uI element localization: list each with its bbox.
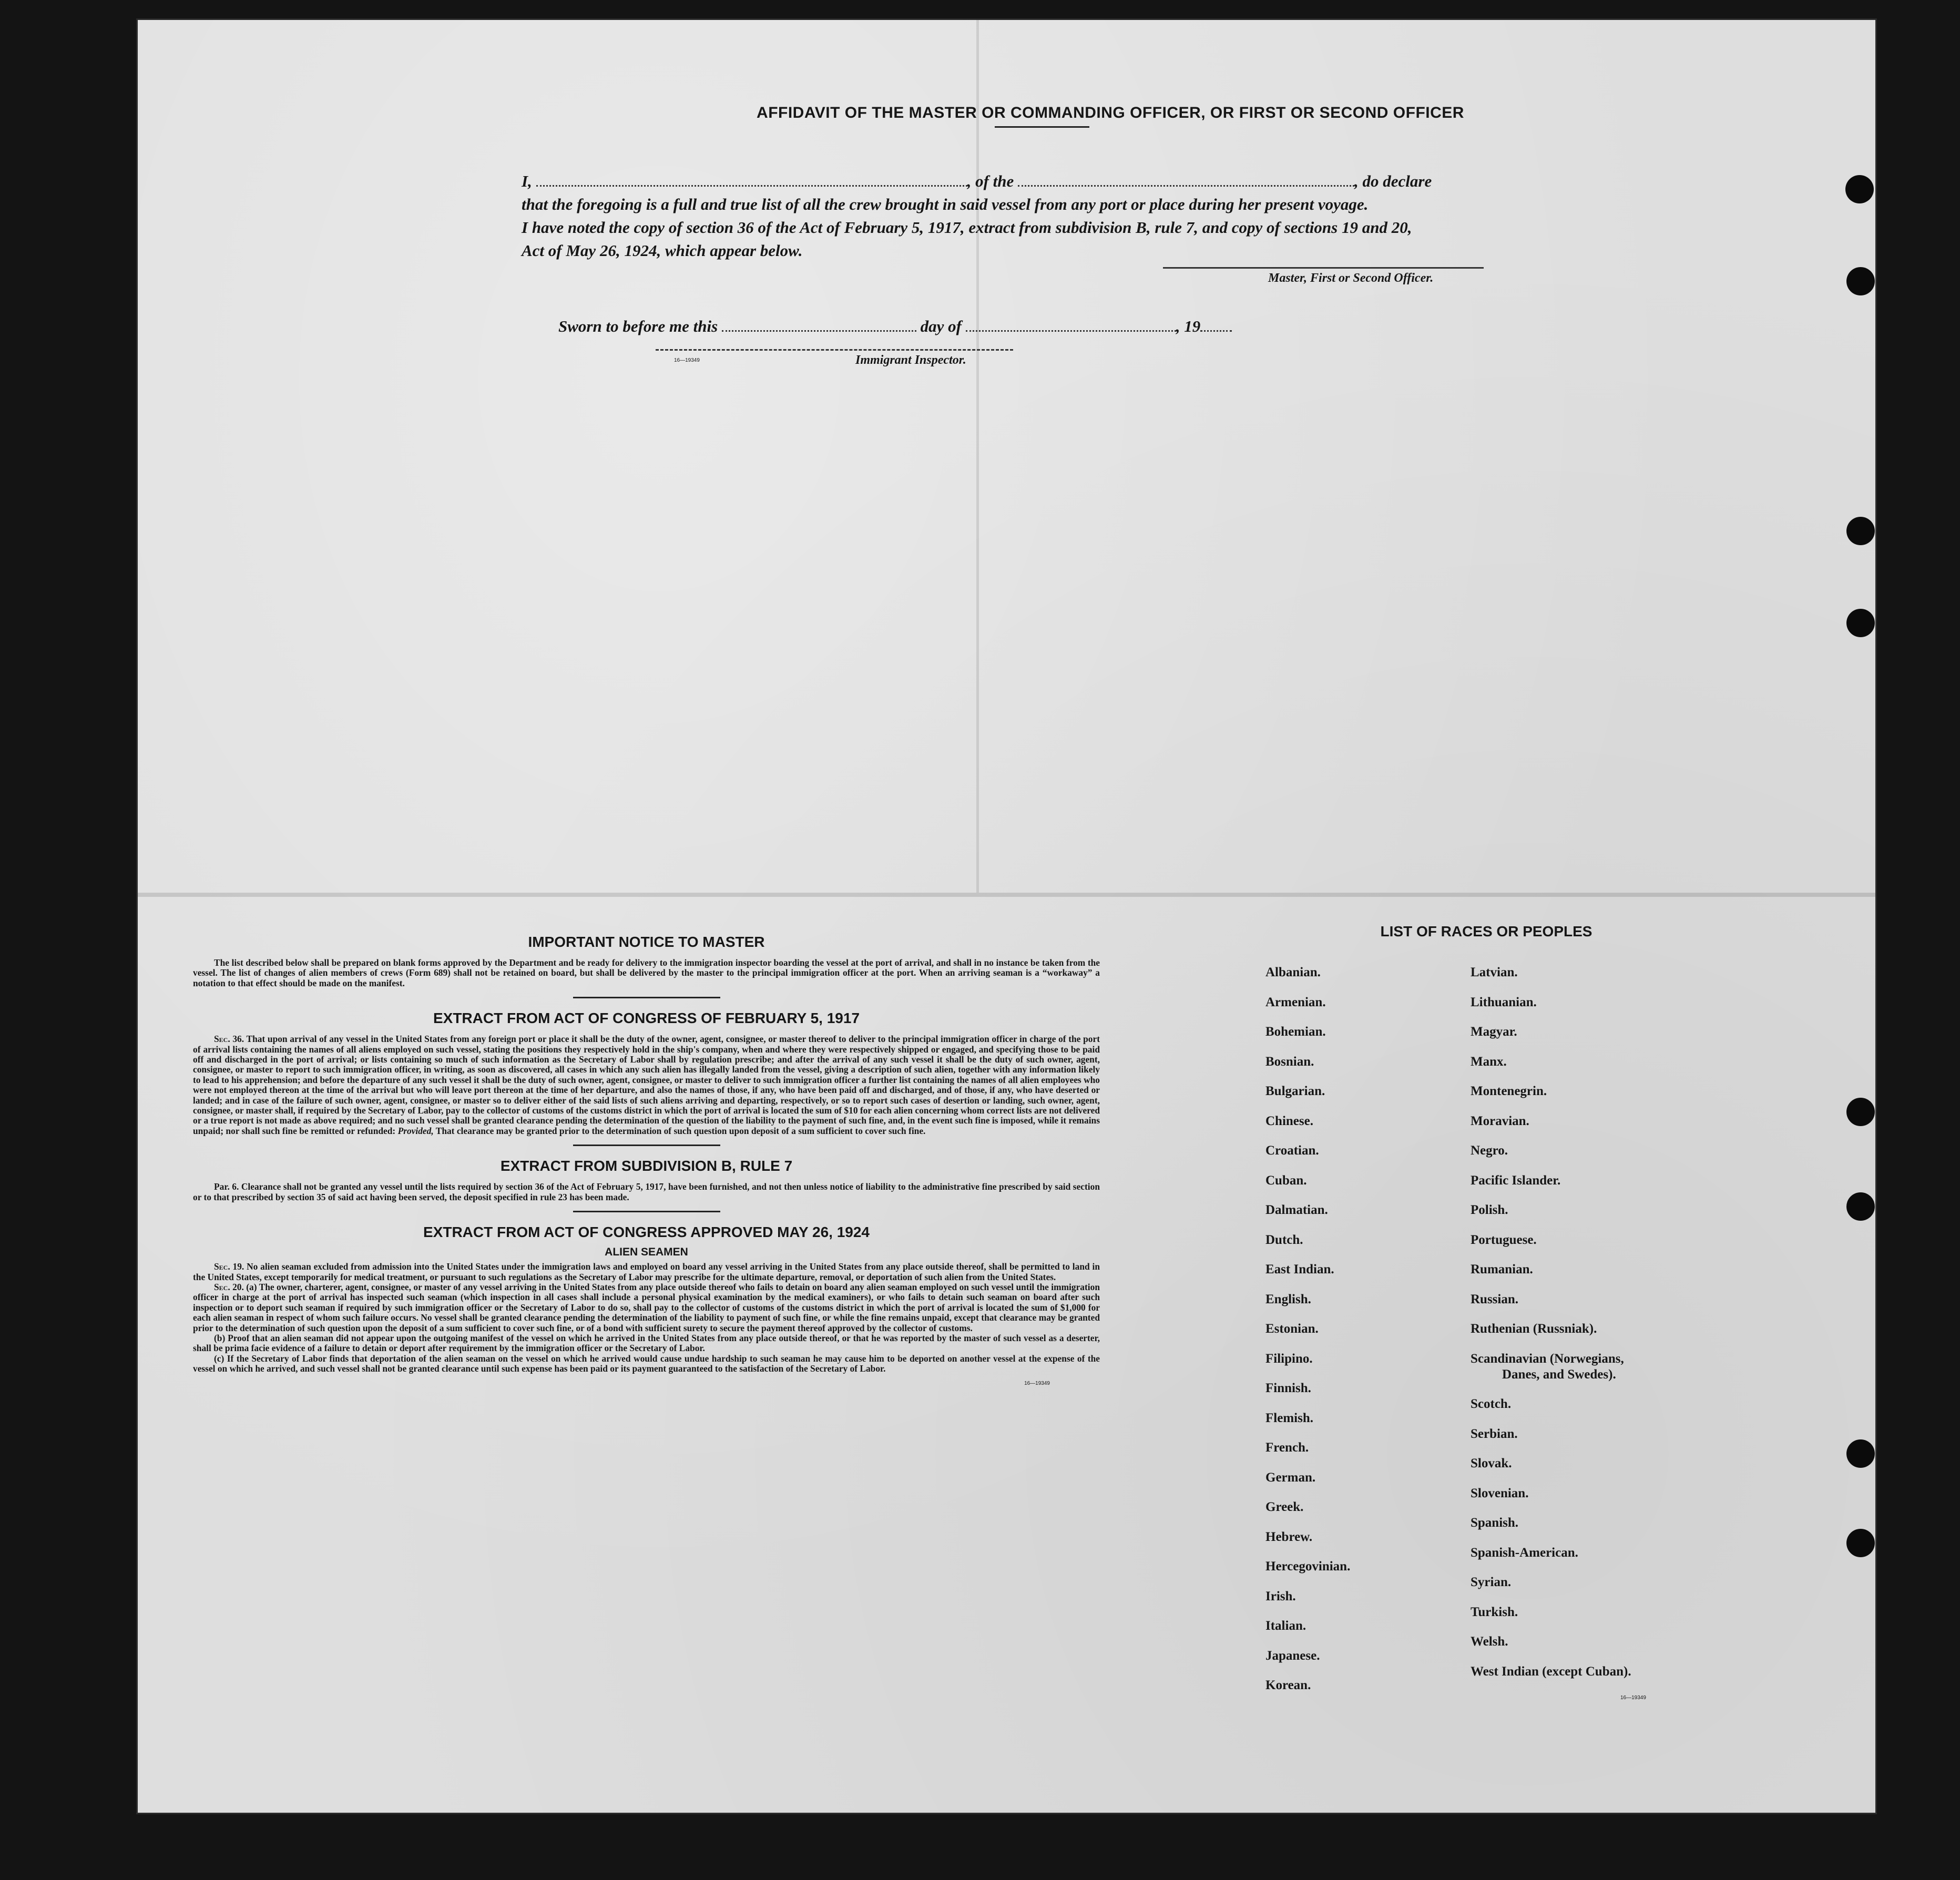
sec-20-label: Sec. 20. [214, 1281, 244, 1292]
race-item: Estonian. [1265, 1322, 1319, 1336]
proviso-text: That clearance may be granted prior to the determination of such question upon deposit of a sum sufficient to cover such fine. [435, 1125, 926, 1136]
document-sheet [138, 20, 1875, 1813]
race-item: Ruthenian (Russniak). [1471, 1322, 1597, 1336]
race-item: Hercegovinian. [1265, 1559, 1351, 1574]
sworn-day-blank [722, 320, 916, 332]
sec-36-label: Sec. 36. [214, 1034, 244, 1045]
alien-seamen-subtitle: ALIEN SEAMEN [605, 1246, 688, 1259]
race-item: Flemish. [1265, 1411, 1313, 1425]
form-number: 16—19349 [1620, 1695, 1646, 1701]
race-item: Turkish. [1471, 1605, 1518, 1619]
sec-20c-text: (c) If the Secretary of Labor finds that deportation of the alien seaman on the vessel on which he arrived would cause undue hardship to such seaman he may cause him to be deported on another vessel at the expense of the vessel on which he arrived, and such vessel shall not be granted clearance until such expense has been paid or its payment guaranteed to the satisfaction of the Secretary of Labor. [193, 1353, 1100, 1374]
race-item: French. [1265, 1440, 1309, 1455]
vessel-blank [1018, 175, 1354, 187]
binder-hole-icon [1845, 175, 1874, 203]
binder-hole-icon [1846, 1529, 1875, 1557]
affidavit-line-3: I have noted the copy of section 36 of the Act of February 5, 1917, extract from subdivision B, rule 7, and copy of sections 19 and 20, [522, 218, 1412, 237]
race-item: West Indian (except Cuban). [1471, 1664, 1631, 1679]
race-item: Moravian. [1471, 1113, 1529, 1128]
binder-hole-icon [1846, 1098, 1875, 1126]
inspector-label: Immigrant Inspector. [855, 353, 966, 367]
race-item: East Indian. [1265, 1262, 1334, 1276]
race-item: English. [1265, 1292, 1311, 1306]
race-item: Welsh. [1471, 1634, 1508, 1649]
section-divider [573, 1211, 720, 1212]
race-item: Croatian. [1265, 1143, 1319, 1158]
section-divider [573, 1145, 720, 1146]
form-number: 16—19349 [1024, 1380, 1050, 1386]
binder-hole-icon [1846, 1192, 1875, 1221]
race-item: Montenegrin. [1471, 1084, 1547, 1098]
extract-1917-text [193, 1034, 1100, 1136]
race-item: Spanish. [1471, 1516, 1519, 1530]
binder-hole-icon [1846, 609, 1875, 637]
inspector-signature-line [656, 349, 1013, 351]
year-prefix: , 19 [1176, 317, 1201, 335]
sec-20b-text: (b) Proof that an alien seaman did not appear upon the outgoing manifest of the vessel on which he arrived in the United States from any place outside thereof, or that he was reported by the master of such vessel as a deserter, shall be prima facie evidence of a failure to detain or deport after requirement by the immigration officer or the Secretary of Labor. [193, 1332, 1100, 1354]
race-item: Dutch. [1265, 1232, 1303, 1247]
sec-19-body: No alien seaman excluded from admission into the United States under the immigration laws and employed on board any vessel arriving in the United States from any place outside thereof, shall be permitted to land in the United States, except temporarily for medical treatment, or pursuant to such regulations as the Secretary of Labor may prescribe for the ultimate departure, removal, or deportation of such alien from the United States. [193, 1261, 1100, 1282]
race-item: Manx. [1471, 1054, 1507, 1069]
race-item: Hebrew. [1265, 1529, 1313, 1544]
race-item: Slovenian. [1471, 1486, 1529, 1500]
race-item: Latvian. [1471, 965, 1518, 979]
race-item: Italian. [1265, 1619, 1306, 1633]
race-item: Negro. [1471, 1143, 1508, 1158]
race-item: Scandinavian (Norwegians, [1471, 1351, 1624, 1366]
of-the-label: , of the [967, 172, 1014, 190]
race-item: Serbian. [1471, 1426, 1518, 1441]
sec-20a-text [193, 1282, 1100, 1333]
notice-title: IMPORTANT NOTICE TO MASTER [528, 934, 765, 950]
day-of-label: day of [920, 317, 962, 335]
race-item: Irish. [1265, 1589, 1296, 1603]
master-signature-line [1163, 267, 1484, 269]
extract-1917-title: EXTRACT FROM ACT OF CONGRESS OF FEBRUARY 5, 1917 [433, 1010, 860, 1027]
i-label: I, [522, 172, 532, 190]
affidavit-paragraph [522, 170, 1678, 262]
title-underline [995, 126, 1089, 128]
race-item: Albanian. [1265, 965, 1321, 979]
race-item: Finnish. [1265, 1381, 1311, 1395]
sec-19-label: Sec. 19. [214, 1261, 244, 1272]
extract-1924-title: EXTRACT FROM ACT OF CONGRESS APPROVED MAY 26, 1924 [423, 1224, 870, 1241]
race-item: Lithuanian. [1471, 995, 1537, 1009]
race-item: Spanish-American. [1471, 1545, 1578, 1560]
extract-rule7-title: EXTRACT FROM SUBDIVISION B, RULE 7 [500, 1158, 793, 1174]
race-item: Rumanian. [1471, 1262, 1533, 1276]
affidavit-line-1 [522, 170, 1678, 193]
race-item: Japanese. [1265, 1648, 1320, 1663]
race-item: Russian. [1471, 1292, 1519, 1306]
vertical-fold-crease [976, 20, 979, 893]
binder-hole-icon [1846, 517, 1875, 545]
section-divider [573, 997, 720, 998]
form-number: 16—19349 [674, 357, 700, 363]
extract-rule7-text: Par. 6. Clearance shall not be granted any vessel until the lists required by section 36 of the Act of February 5, 1917, have been furnished, and not then unless notice of liability to the administrative fine prescribed by said section or to that prescribed by section 35 of said act having been served, the deposit specified in rule 23 has been made. [193, 1181, 1100, 1202]
do-declare-label: , do declare [1354, 172, 1432, 190]
race-item: Greek. [1265, 1500, 1304, 1514]
race-item: Syrian. [1471, 1575, 1512, 1589]
proviso-label: Provided, [397, 1125, 434, 1136]
affidavit-line-4: Act of May 26, 1924, which appear below. [522, 241, 803, 260]
race-item: Bohemian. [1265, 1025, 1326, 1039]
horizontal-fold-crease [138, 893, 1875, 897]
race-item: Polish. [1471, 1203, 1508, 1217]
binder-hole-icon [1846, 267, 1875, 295]
affidavit-line-2: that the foregoing is a full and true list of all the crew brought in said vessel from any port or place during her present voyage. [522, 195, 1369, 213]
race-item: Bulgarian. [1265, 1084, 1325, 1098]
notice-text: The list described below shall be prepared on blank forms approved by the Department and be ready for delivery to the immigration inspector boarding the vessel at the port of arrival, and shall in no instance be taken from the vessel. The list of changes of alien members of crews (Form 689) shall not be retained on board, but shall be delivered by the master to the principal immigration officer at the port. When an arriving seaman is a “workaway” a notation to that effect should be made on the manifest. [193, 957, 1100, 988]
race-item-continuation: Danes, and Swedes). [1502, 1367, 1616, 1382]
affidavit-title: AFFIDAVIT OF THE MASTER OR COMMANDING OFFICER, OR FIRST OR SECOND OFFICER [757, 104, 1464, 121]
race-item: Slovak. [1471, 1456, 1512, 1470]
name-blank [536, 175, 967, 187]
race-item: Portuguese. [1471, 1232, 1537, 1247]
race-item: Dalmatian. [1265, 1203, 1328, 1217]
race-item: German. [1265, 1470, 1316, 1485]
race-item: Chinese. [1265, 1113, 1313, 1128]
sworn-year-blank [1200, 320, 1232, 332]
extracts-column [193, 934, 1100, 1386]
sec-20a-body: (a) The owner, charterer, agent, consignee, or master of any vessel arriving in the United States from any place outside thereof who fails to detain on board any alien seaman employed on such vessel until the immigration officer in charge at the port of arrival has inspected such seaman (which inspection in all cases shall include a personal physical examination by the medical examiners), or who fails to detain such seaman on board after such inspection or to deport such seaman if required by such immigration officer or the Secretary of Labor to do so, shall pay to the collector of customs of the customs district in which the port of arrival is located the sum of $1,000 for each alien seaman in respect of whom such failure occurs. No vessel shall be granted clearance pending the determination of the liability to payment of such fine, or while the fine remains unpaid, except that clearance may be granted prior to the determination of such question upon the deposit of a sum sufficient to cover such fine, or of a bond with sufficient surety to secure the payment thereof approved by the collector of customs. [193, 1281, 1100, 1333]
race-item: Armenian. [1265, 995, 1326, 1009]
race-item: Scotch. [1471, 1397, 1512, 1411]
sworn-line [558, 317, 1232, 336]
race-item: Bosnian. [1265, 1054, 1314, 1069]
binder-hole-icon [1846, 1439, 1875, 1468]
sec-36-body: That upon arrival of any vessel in the United States from any foreign port or place it shall be the duty of the owner, agent, consignee, or master thereof to deliver to the principal immigration officer in charge of the port of arrival lists containing the names of all aliens employed on such vessel, stating the positions they respectively hold in the ship's company, when and where they were respectively shipped or engaged, and specifying those to be paid off and discharged in the port of arrival; or lists containing so much of such information as the Secretary of Labor shall by regulation prescribe; and after the arrival of any such vessel it shall be the duty of such owner, agent, consignee, or master to report to such immigration officer, in writing, as soon as discovered, all cases in which any such alien has illegally landed from the vessel, giving a description of such alien, together with any information likely to lead to his apprehension; and before the departure of any such vessel it shall be the duty of such owner, agent, consignee, or master to deliver to such immigration officer a further list containing the names of all alien employees who were not employed thereon at the time of the arrival but who will leave port thereon at the time of her departure, and also the names of those, if any, who have been paid off and discharged, and of those, if any, who have deserted or landed; and in case of the failure of such owner, agent, consignee, or master so to deliver either of the said lists of such aliens arriving and departing, respectively, or so to report such cases of desertion or landing, such owner, agent, consignee, or master shall, if required by the Secretary of Labor, pay to the collector of customs of the customs district in which the port of arrival is located the sum of $10 for each alien concerning whom correct lists are not delivered or a true report is not made as above required; and no such vessel shall be granted clearance pending the determination of the question of the liability to the payment of such fine, and, in the event such fine is imposed, while it remains unpaid; nor shall such fine be remitted or refunded: [193, 1034, 1100, 1136]
race-item: Cuban. [1265, 1173, 1307, 1188]
race-item: Pacific Islander. [1471, 1173, 1561, 1188]
sec-19-text [193, 1262, 1100, 1282]
races-title: LIST OF RACES OR PEOPLES [1380, 923, 1592, 939]
master-label: Master, First or Second Officer. [1268, 271, 1434, 285]
race-item: Magyar. [1471, 1025, 1517, 1039]
race-item: Korean. [1265, 1678, 1311, 1692]
race-item: Filipino. [1265, 1351, 1313, 1366]
sworn-month-blank [966, 320, 1176, 332]
sworn-prefix: Sworn to before me this [558, 317, 718, 335]
